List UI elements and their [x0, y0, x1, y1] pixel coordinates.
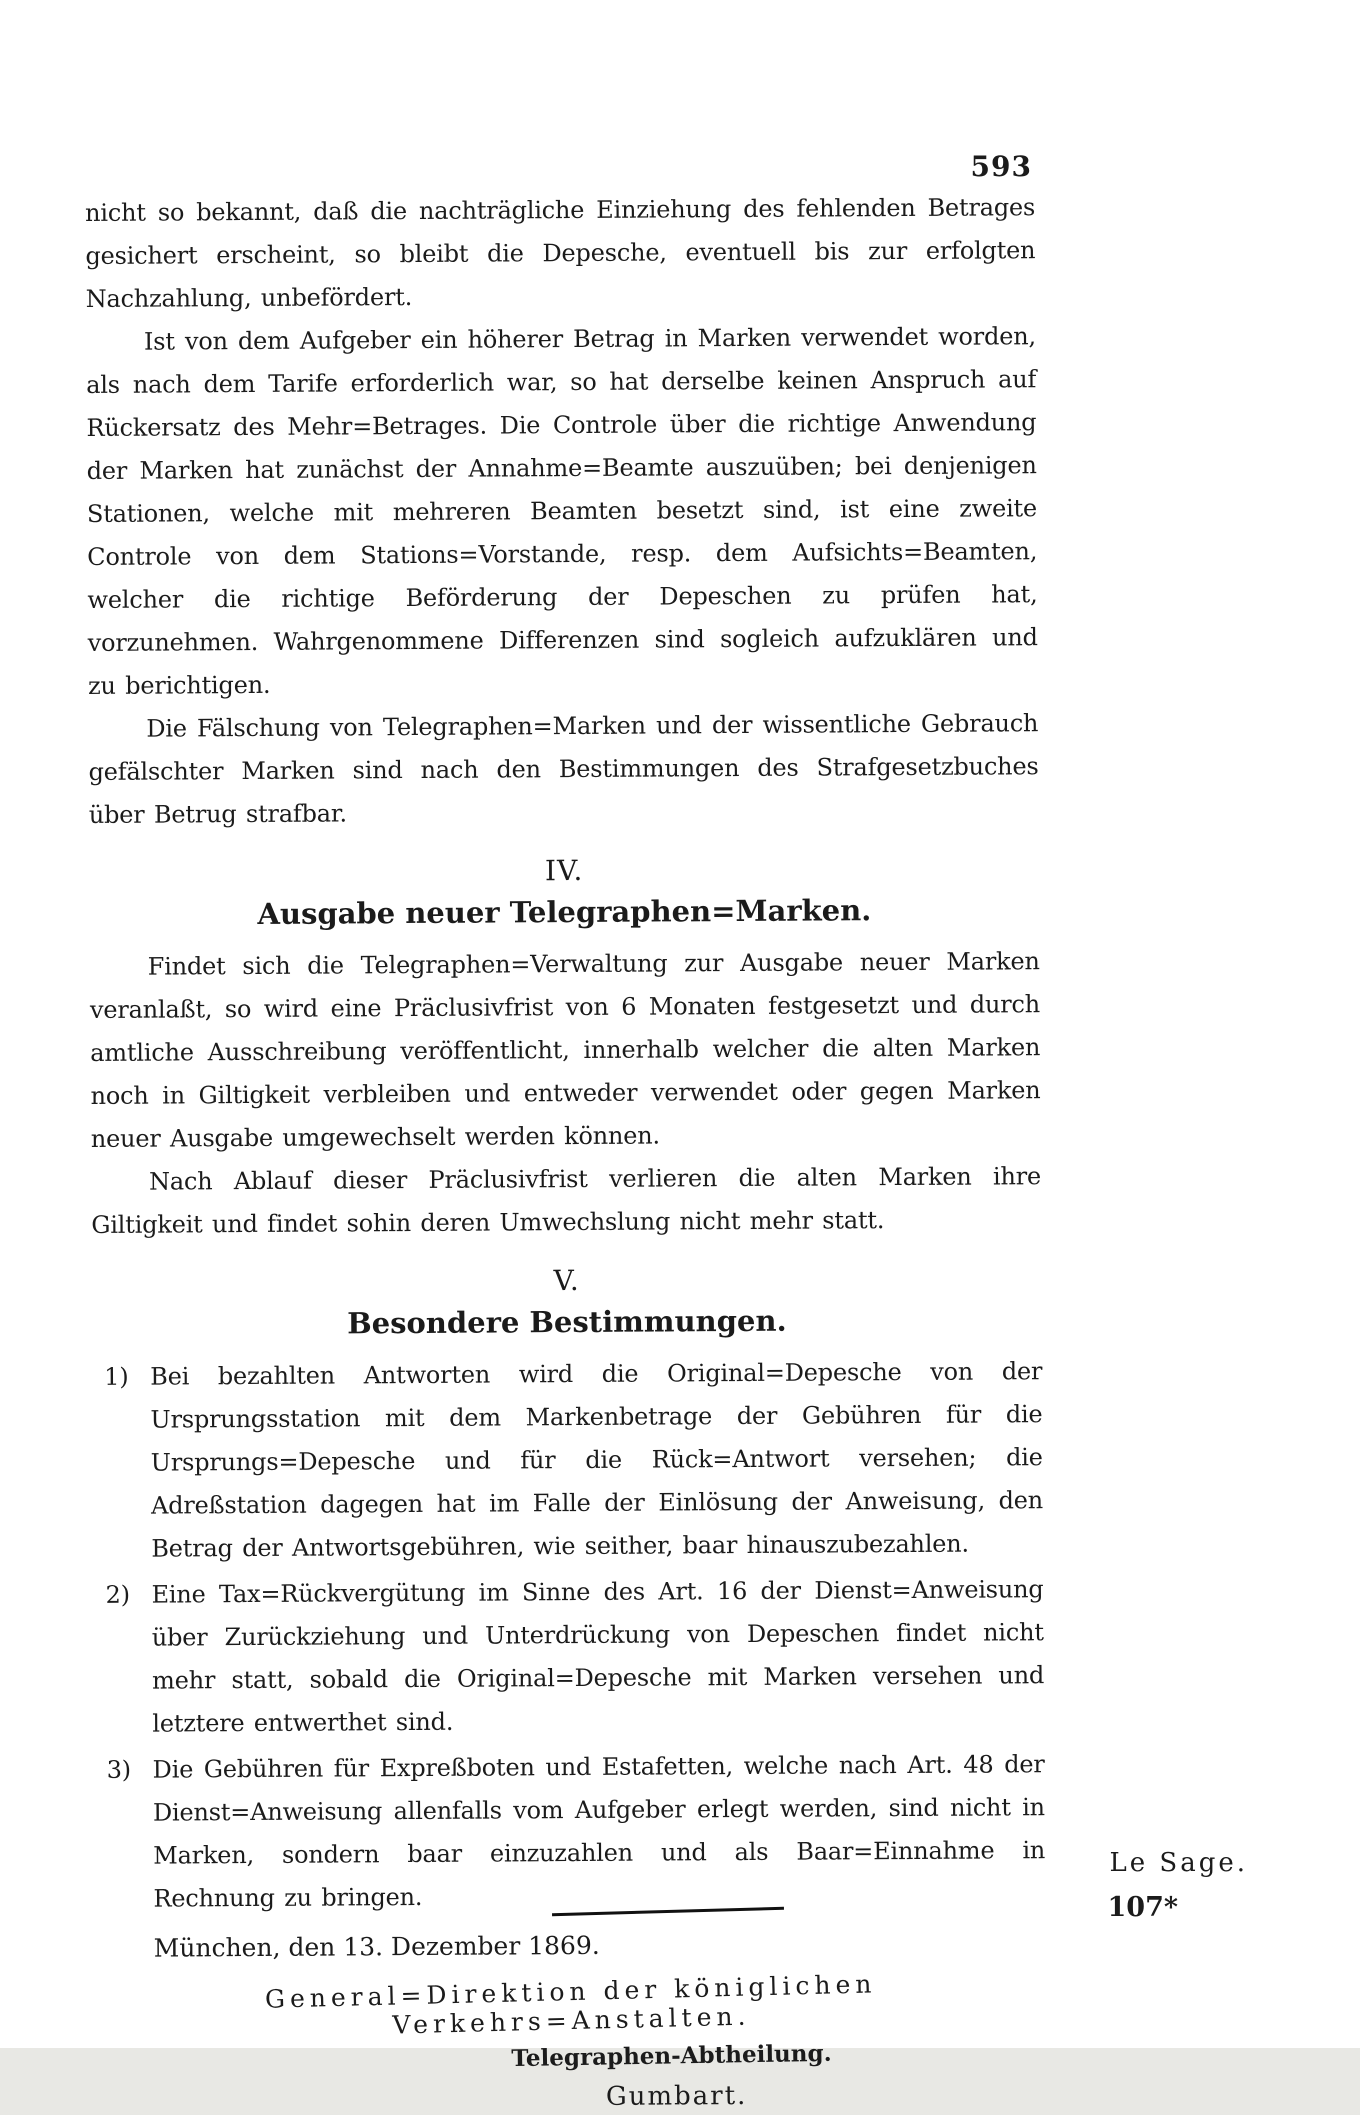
list-item-text: Die Gebühren für Expreßboten und Estafetten, welche nach Art. 48 der Dienst=Anweisung allenfalls vom Aufgeber erlegt werden, sind nicht in Marken, sondern baar einzuzahlen und als Baar=Einnahme in Rechnung zu bringen. — [152, 1750, 1046, 1913]
section-numeral-v: V. — [553, 1263, 580, 1298]
paragraph-ablauf: Nach Ablauf dieser Präclusivfrist verlieren die alten Marken ihre Giltigkeit und findet sohin deren Umwechslung nicht mehr statt. — [91, 1162, 1042, 1239]
section-title-besondere: Besondere Bestimmungen. — [347, 1303, 787, 1341]
signature-department: Telegraphen-Abtheilung. — [511, 2039, 832, 2073]
paragraph-faelschung: Die Fälschung von Telegraphen=Marken und der wissentliche Gebrauch gefälschter Marken sind nach den Bestimmungen des Strafgesetzbuches über Betrug strafbar. — [88, 709, 1039, 829]
section-numeral-iv: IV. — [544, 853, 584, 888]
list-item-text: Bei bezahlten Antworten wird die Original=Depesche von der Ursprungsstation mit dem Markenbetrage der Gebühren für die Ursprungs=Depesche und für die Rück=Antwort versehen; die Adreßstation dagegen hat im Falle der Einlösung der Anweisung, den Betrag der Antwortsgebühren, wie seither, baar hinauszubezahlen. — [150, 1357, 1044, 1563]
list-item — [95, 1743, 1046, 1921]
signature-name: Gumbart. — [605, 2080, 748, 2112]
signature-organization: General=Direktion der königlichen Verkehrs=Anstalten. — [264, 1969, 877, 2040]
list-item — [93, 1568, 1044, 1746]
printer-sheet-mark: 107* — [1107, 1892, 1178, 1923]
paragraph-continuation: nicht so bekannt, daß die nachträgliche Einziehung des fehlenden Betrages gesichert erscheint, so bleibt die Depesche, eventuell bis zur erfolgten Nachzahlung, unbefördert. — [85, 193, 1036, 313]
list-item-marker: 3) — [106, 1755, 131, 1784]
paragraph-controle: Ist von dem Aufgeber ein höherer Betrag in Marken verwendet worden, als nach dem Tarife erforderlich war, so hat derselbe keinen Anspruch auf Rückersatz des Mehr=Betrages. Die Controle über die richtige Anwendung der Marken hat zunächst der Annahme=Beamte auszuüben; bei denjenigen Stationen, welche mit mehreren Beamten besetzt sind, ist eine zweite Controle von dem Stations=Vorstande, resp. dem Aufsichts=Beamten, welcher die richtige Beförderung der Depeschen zu prüfen hat, vorzunehmen. Wahrgenommene Differenzen sind sogleich aufzuklären und zu berichtigen. — [86, 322, 1038, 700]
countersignature-name: Le Sage. — [1109, 1848, 1248, 1878]
numbered-list — [92, 1350, 1045, 1921]
page-number: 593 — [970, 150, 1032, 183]
list-item-text: Eine Tax=Rückvergütung im Sinne des Art. 16 der Dienst=Anweisung über Zurückziehung und Unterdrückung von Depeschen findet nicht mehr statt, sobald die Original=Depesche mit Marken versehen und letztere entwerthet sind. — [151, 1575, 1045, 1738]
list-item-marker: 1) — [104, 1362, 129, 1391]
paragraph-praeclusivfrist: Findet sich die Telegraphen=Verwaltung zur Ausgabe neuer Marken veranlaßt, so wird eine Präclusivfrist von 6 Monaten festgesetzt und durch amtliche Ausschreibung veröffentlicht, innerhalb welcher die alten Marken noch in Giltigkeit verbleiben und entweder verwendet oder gegen Marken neuer Ausgabe umgewechselt werden können. — [89, 947, 1041, 1153]
text-block — [85, 186, 1047, 2115]
list-item-marker: 2) — [105, 1580, 130, 1609]
list-item — [92, 1350, 1043, 1571]
section-title-ausgabe: Ausgabe neuer Telegraphen=Marken. — [257, 893, 872, 931]
dateline: München, den 13. Dezember 1869. — [153, 1930, 600, 1963]
